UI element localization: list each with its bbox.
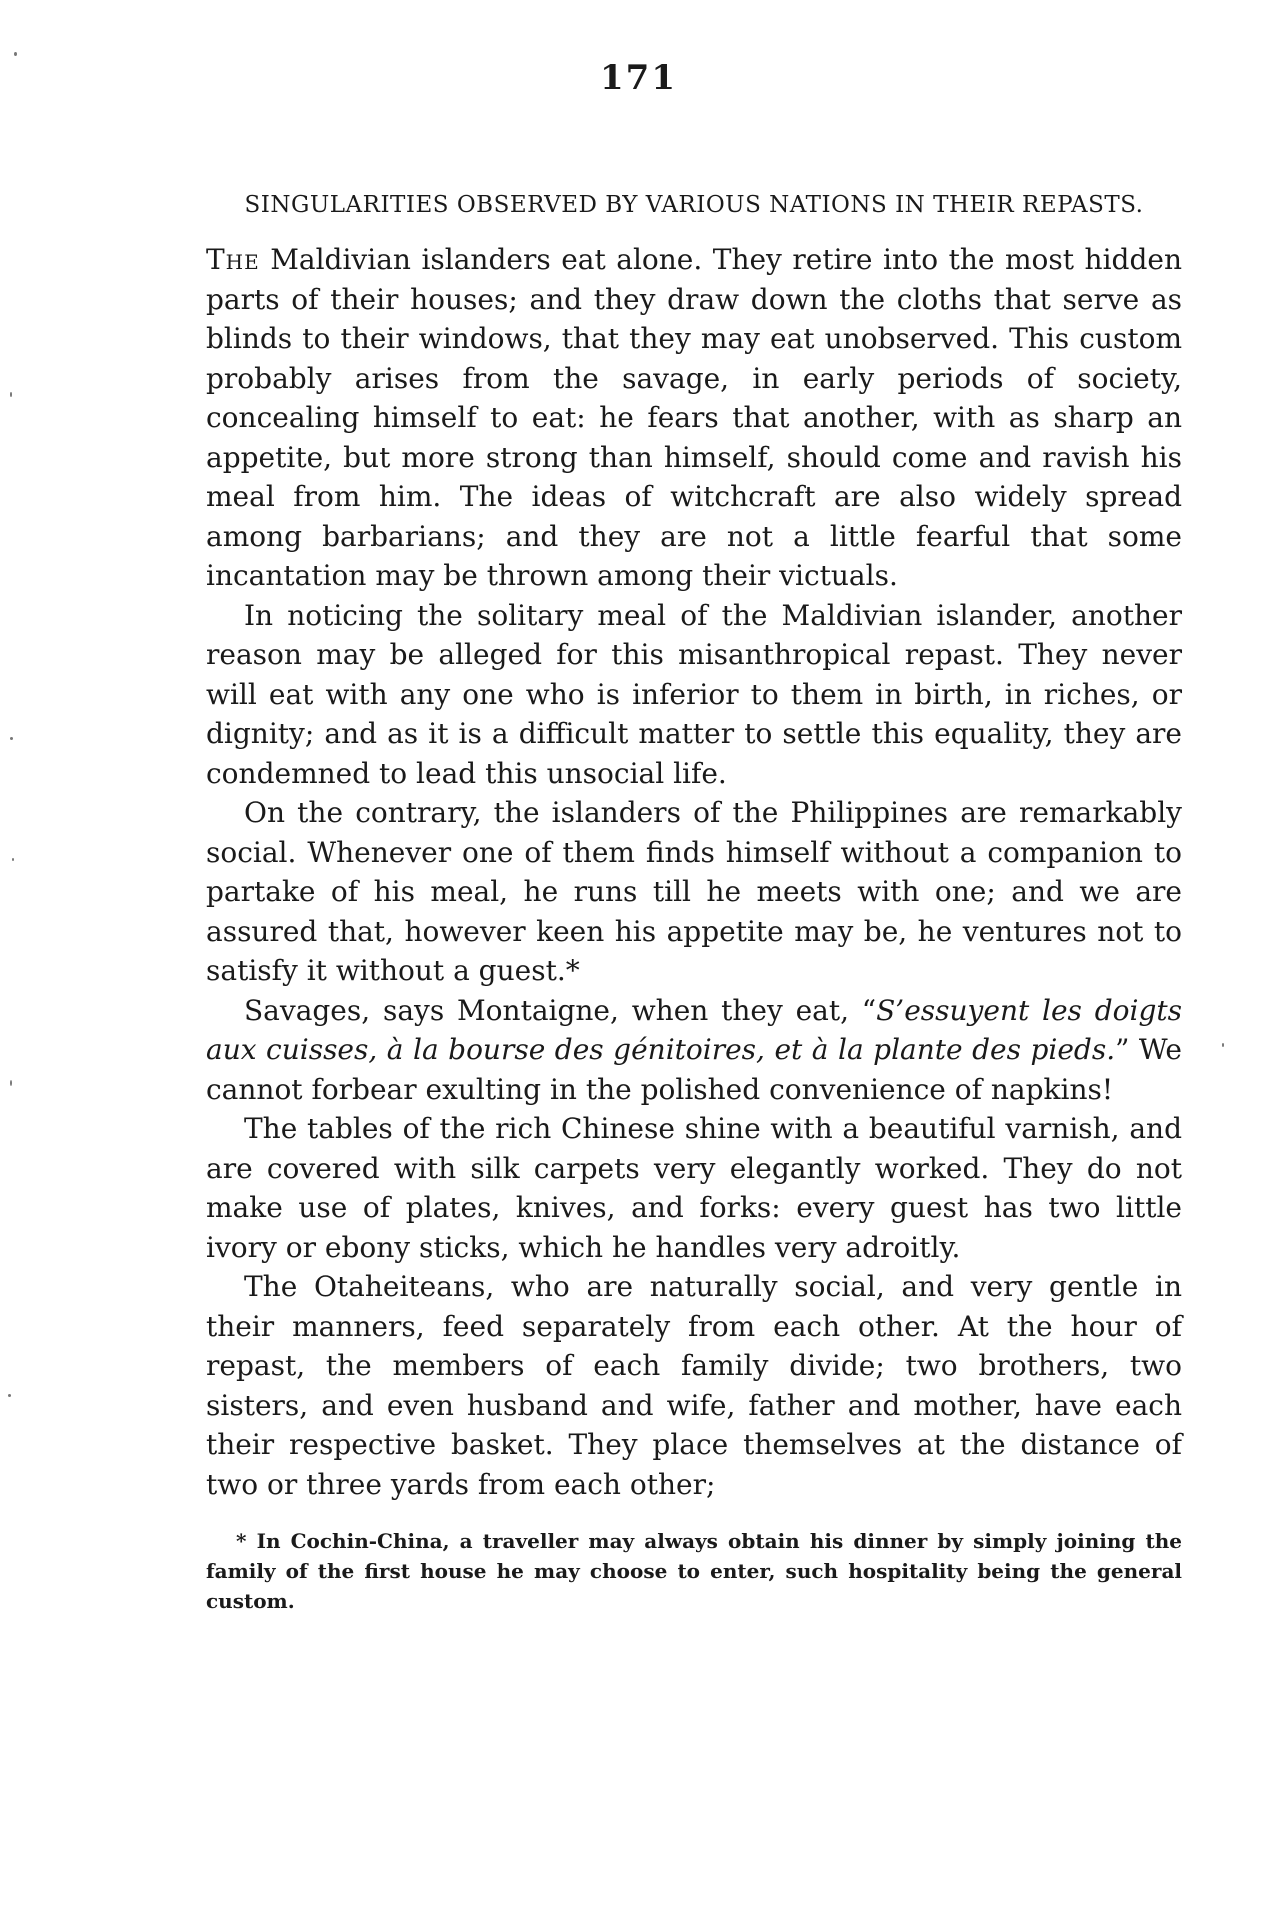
scan-speck bbox=[10, 1080, 12, 1086]
footnote: * In Cochin-China, a traveller may always obtain his dinner by simply joining the family of the first house he may choose to enter, such hospitality being the general custom. bbox=[206, 1529, 1182, 1613]
page-number: 171 bbox=[600, 58, 677, 98]
paragraph-1 bbox=[206, 240, 1182, 596]
scan-speck bbox=[10, 392, 12, 397]
paragraph-1-text: Maldivian islanders eat alone. They retire into the most hidden parts of their houses; and they draw down the cloths that serve as blinds to their windows, that they may eat unobserved. This custom probably arises from the savage, in early periods of society, concealing himself to eat: he fears that another, with as sharp an appetite, but more strong than himself, should come and ravish his meal from him. The ideas of witchcraft are also widely spread among barbarians; and they are not a little fearful that some incantation may be thrown among their victuals. bbox=[206, 243, 1182, 592]
page-content bbox=[206, 190, 1182, 1636]
paragraph-3: On the contrary, the islanders of the Philippines are remarkably social. Whenever one of them finds himself without a companion to partake of his meal, he runs till he meets with one; and we are assured that, however keen his appetite may be, he ventures not to satisfy it without a guest.* bbox=[206, 796, 1182, 987]
scan-speck bbox=[1222, 1043, 1224, 1047]
paragraph-2: In noticing the solitary meal of the Maldivian islander, another reason may be alleged for this misanthropical repast. They never will eat with any one who is inferior to them in birth, in riches, or dignity; and as it is a difficult matter to settle this equality, they are condemned to lead this unsocial life. bbox=[206, 598, 1182, 790]
scan-speck bbox=[12, 858, 14, 861]
paragraph-1-lead: The bbox=[206, 243, 260, 276]
paragraph-4 bbox=[206, 991, 1182, 1110]
paragraph-5: The tables of the rich Chinese shine with a beautiful varnish, and are covered with silk carpets very elegantly worked. They do not make use of plates, knives, and forks: every guest has two little ivory or ebony sticks, which he handles very adroitly. bbox=[206, 1112, 1182, 1264]
scan-speck bbox=[8, 1394, 11, 1397]
scan-speck bbox=[10, 737, 13, 740]
paragraph-6: The Otaheiteans, who are naturally social, and very gentle in their manners, feed separately from each other. At the hour of repast, the members of each family divide; two brothers, two sisters, and even husband and wife, father and mother, have each their respective basket. They place themselves at the distance of two or three yards from each other; bbox=[206, 1270, 1182, 1501]
paragraph-4-quote: S’essuyent les doigts aux cuisses, à la bourse des génitoires, et à la plante des pieds. bbox=[206, 993, 1183, 1066]
chapter-heading: SINGULARITIES OBSERVED BY VARIOUS NATIONS IN THEIR REPASTS. bbox=[244, 192, 1144, 218]
scan-speck bbox=[14, 52, 17, 56]
paragraph-4-after: ” We cannot forbear exulting in the polished convenience of napkins! bbox=[206, 1033, 1182, 1106]
paragraph-4-before: Savages, says Montaigne, when they eat, “ bbox=[244, 993, 877, 1027]
